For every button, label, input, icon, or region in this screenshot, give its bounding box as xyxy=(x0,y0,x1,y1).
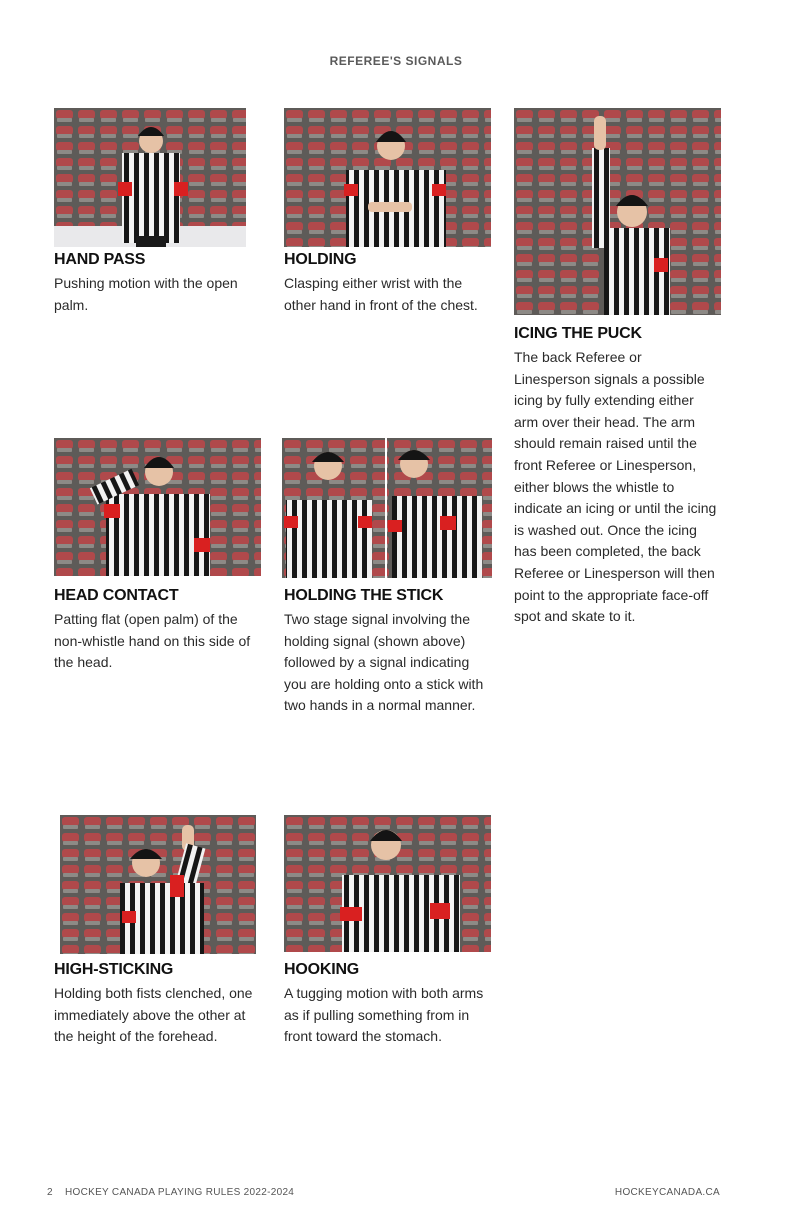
hand-pass-title: HAND PASS xyxy=(54,251,146,268)
icing-the-puck-photo xyxy=(514,108,721,315)
holding-description: Clasping either wrist with the other hand in front of the chest. xyxy=(284,275,478,313)
holding-photo xyxy=(284,108,491,247)
holding-the-stick-title: HOLDING THE STICK xyxy=(284,587,444,604)
hand-pass-photo xyxy=(54,108,246,247)
website-link[interactable]: HOCKEYCANADA.CA xyxy=(614,1187,720,1198)
hooking-photo xyxy=(284,815,491,952)
high-sticking-photo xyxy=(60,815,256,954)
holding-title: HOLDING xyxy=(284,251,357,268)
section-title: REFEREE'S SIGNALS xyxy=(329,54,463,68)
head-contact-description: Patting flat (open palm) of the non-whistle hand on this side of the head. xyxy=(54,611,251,671)
holding-the-stick-photo xyxy=(282,438,492,578)
head-contact-title: HEAD CONTACT xyxy=(54,587,179,604)
page-number: 2 xyxy=(47,1187,53,1198)
hand-pass-description: Pushing motion with the open palm. xyxy=(54,275,238,313)
holding-the-stick-description: Two stage signal involving the holding signal (shown above) followed by a signal indicating you are holding onto a stick with two hands in a normal manner. xyxy=(284,611,484,714)
high-sticking-title: HIGH-STICKING xyxy=(54,961,174,978)
high-sticking-description: Holding both fists clenched, one immediately above the other at the height of the forehead. xyxy=(54,985,253,1045)
head-contact-photo xyxy=(54,438,261,576)
icing-the-puck-title: ICING THE PUCK xyxy=(514,325,642,342)
hooking-description: A tugging motion with both arms as if pulling something from in front toward the stomach. xyxy=(284,985,484,1045)
hooking-title: HOOKING xyxy=(284,961,360,978)
publication-title: HOCKEY CANADA PLAYING RULES 2022-2024 xyxy=(65,1187,295,1198)
icing-the-puck-description: The back Referee or Linesperson signals a possible icing by fully extending either arm over their head. The arm should remain raised until the front Referee or Linesperson, either blows the whistle to indicate an icing or until the icing is washed out. Once the icing has been completed, the back Referee or Linesperson will then point to the appropriate face-off spot and skate to it. xyxy=(514,349,717,625)
